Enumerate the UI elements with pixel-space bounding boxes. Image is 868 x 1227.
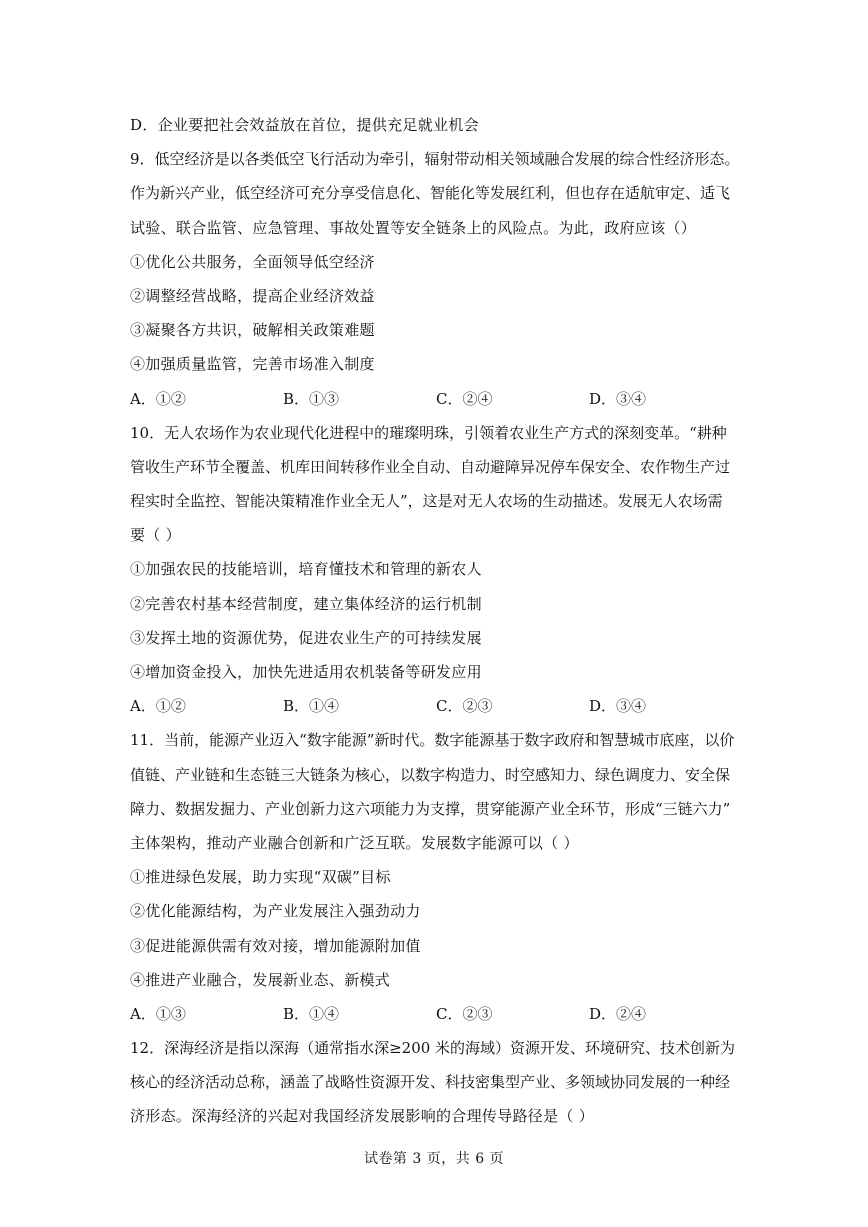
q11-statement-2: ②优化能源结构，为产业发展注入强劲动力 <box>130 902 421 921</box>
q10-stem-line-3: 程实时全监控、智能决策精准作业全无人”，这是对无人农场的生动描述。发展无人农场需 <box>130 492 723 511</box>
exam-page <box>130 108 742 1134</box>
q10-option-a[interactable]: A．①② <box>130 697 186 716</box>
q12-stem-line-1: 12．深海经济是指以深海（通常指水深≥200 米的海域）资源开发、环境研究、技术创新为 <box>130 1039 736 1058</box>
q9-option-a[interactable]: A．①② <box>130 389 186 408</box>
q11-option-d[interactable]: D．②④ <box>589 1004 647 1023</box>
q10-stem-line-1: 10．无人农场作为农业现代化进程中的璀璨明珠，引领着农业生产方式的深刻变革。“耕种 <box>130 423 727 442</box>
q9-options <box>130 382 742 416</box>
q10-stem-line-4: 要（ ） <box>130 526 181 545</box>
q11-statement-4: ④推进产业融合，发展新业态、新模式 <box>130 970 391 989</box>
q10-option-d[interactable]: D．③④ <box>589 697 647 716</box>
q11-statement-3: ③促进能源供需有效对接，增加能源附加值 <box>130 936 421 955</box>
q12-stem-line-3: 济形态。深海经济的兴起对我国经济发展影响的合理传导路径是（ ） <box>130 1107 595 1126</box>
q11-option-c[interactable]: C．②③ <box>436 1004 493 1023</box>
q9-stem-line-1: 9．低空经济是以各类低空飞行活动为牵引，辐射带动相关领域融合发展的综合性经济形态。 <box>130 150 740 169</box>
q11-stem-line-4: 主体架构，推动产业融合创新和广泛互联。发展数字能源可以（ ） <box>130 833 579 852</box>
q10-stem-line-2: 管收生产环节全覆盖、机库田间转移作业全自动、自动避障异况停车保安全、农作物生产过 <box>130 457 731 476</box>
q9-option-b[interactable]: B．①③ <box>283 389 340 408</box>
q9-stem-line-3: 试验、联合监管、应急管理、事故处置等安全链条上的风险点。为此，政府应该（） <box>130 218 697 237</box>
q10-option-b[interactable]: B．①④ <box>283 697 340 716</box>
q11-options <box>130 997 742 1031</box>
q10-statement-3: ③发挥土地的资源优势，促进农业生产的可持续发展 <box>130 628 482 647</box>
q11-stem-line-2: 值链、产业链和生态链三大链条为核心，以数字构造力、时空感知力、绿色调度力、安全保 <box>130 765 731 784</box>
q11-stem-line-1: 11．当前，能源产业迈入“数字能源”新时代。数字能源基于数字政府和智慧城市底座，以价 <box>130 731 735 750</box>
q10-statement-4: ④增加资金投入，加快先进适用农机装备等研发应用 <box>130 663 482 681</box>
q8-option-d: D．企业要把社会效益放在首位，提供充足就业机会 <box>130 116 479 134</box>
q12-stem-line-2: 核心的经济活动总称，涵盖了战略性资源开发、科技密集型产业、多领域协同发展的一种经 <box>130 1073 731 1092</box>
q11-option-b[interactable]: B．①④ <box>283 1004 340 1023</box>
q10-statement-1: ①加强农民的技能培训，培育懂技术和管理的新农人 <box>130 560 482 579</box>
q10-statement-2: ②完善农村基本经营制度，建立集体经济的运行机制 <box>130 594 482 613</box>
q9-statement-2: ②调整经营战略，提高企业经济效益 <box>130 286 375 305</box>
q10-option-c[interactable]: C．②③ <box>436 697 493 716</box>
page-footer: 试卷第 3 页，共 6 页 <box>363 1151 505 1167</box>
q11-stem-line-3: 障力、数据发掘力、产业创新力这六项能力为支撑，贯穿能源产业全环节，形成“三链六力” <box>130 799 731 818</box>
q10-options <box>130 689 742 723</box>
q9-statement-1: ①优化公共服务，全面领导低空经济 <box>130 252 375 271</box>
q9-statement-3: ③凝聚各方共识，破解相关政策难题 <box>130 321 375 340</box>
q9-stem-line-2: 作为新兴产业，低空经济可充分享受信息化、智能化等发展红利，但也存在适航审定、适飞 <box>130 184 731 203</box>
q9-statement-4: ④加强质量监管，完善市场准入制度 <box>130 355 375 374</box>
q11-statement-1: ①推进绿色发展，助力实现“双碳”目标 <box>130 868 391 887</box>
q9-option-c[interactable]: C．②④ <box>436 389 493 408</box>
q11-option-a[interactable]: A．①③ <box>130 1004 186 1023</box>
q9-option-d[interactable]: D．③④ <box>589 389 647 408</box>
